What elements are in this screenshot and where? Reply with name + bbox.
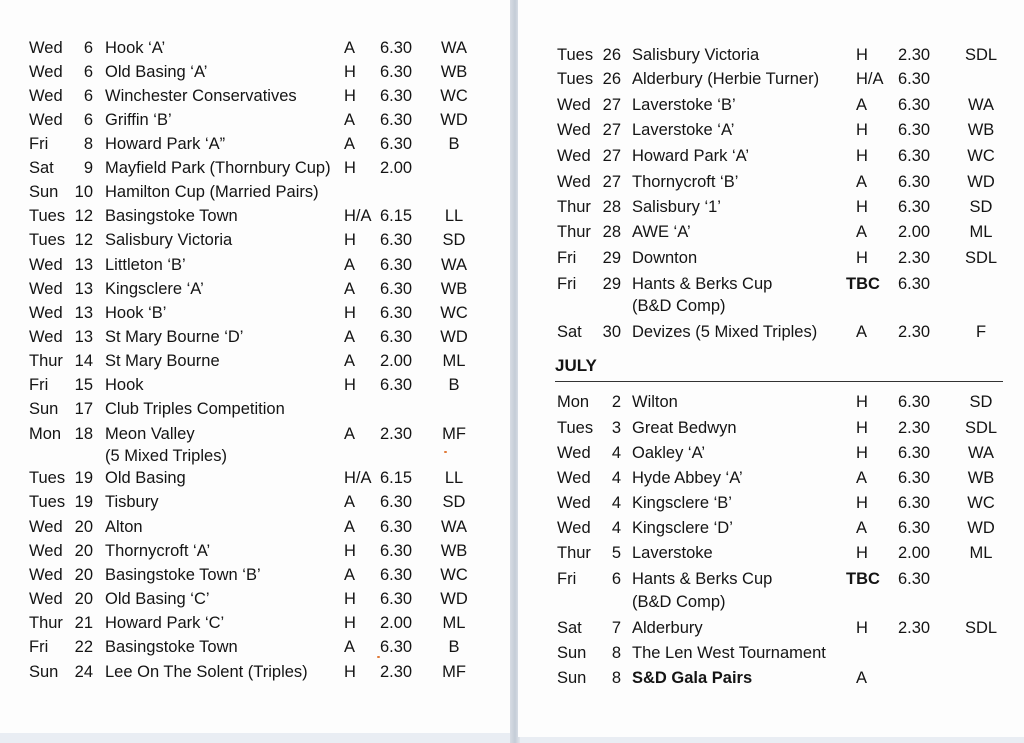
fixture-day: Wed: [29, 63, 63, 81]
fixture-ha: H: [856, 393, 868, 411]
fixture-team: ML: [969, 223, 993, 241]
fixture-opponent: Kingsclere ‘B’: [632, 494, 732, 512]
fixture-day: Tues: [557, 419, 594, 437]
fixture-ha: H: [344, 304, 356, 322]
fixture-opponent: Alton: [105, 518, 143, 536]
fixture-team: F: [975, 323, 987, 341]
fixture-date: 13: [74, 256, 93, 274]
fixture-ha: A: [344, 518, 356, 536]
fixture-day: Sat: [29, 159, 54, 177]
fixture-time: 2.30: [898, 323, 931, 341]
fixture-day: Thur: [29, 614, 63, 632]
fixture-opponent: Wilton: [632, 393, 678, 411]
fixture-date: 13: [74, 280, 93, 298]
fixture-day: Wed: [557, 469, 591, 487]
fixture-date: 14: [74, 352, 93, 370]
fixture-opponent: Littleton ‘B’: [105, 256, 186, 274]
fixture-note: (5 Mixed Triples): [105, 447, 227, 465]
fixture-day: Wed: [557, 173, 591, 191]
fixture-opponent: Laverstoke ‘A’: [632, 121, 735, 139]
fixture-time: 6.30: [898, 393, 931, 411]
fixture-day: Mon: [29, 425, 62, 443]
fixture-day: Sun: [29, 400, 59, 418]
fixture-opponent: Hamilton Cup (Married Pairs): [105, 183, 319, 201]
fixture-day: Wed: [557, 147, 591, 165]
fixture-time: 6.30: [898, 469, 931, 487]
fixture-ha: H: [344, 542, 356, 560]
fixture-day: Wed: [557, 519, 591, 537]
fixture-ha: A: [856, 223, 868, 241]
fixture-ha: H: [344, 614, 356, 632]
fixture-team: WC: [440, 566, 468, 584]
fixture-opponent: Devizes (5 Mixed Triples): [632, 323, 818, 341]
fixture-day: Wed: [29, 87, 63, 105]
fixture-ha: H/A: [856, 70, 884, 88]
fixture-opponent: Hants & Berks Cup: [632, 570, 773, 588]
fixture-ha: H: [856, 619, 868, 637]
fixture-day: Wed: [29, 542, 63, 560]
fixture-date: 20: [74, 566, 93, 584]
fixture-time: 2.00: [380, 352, 413, 370]
fixture-day: Wed: [29, 566, 63, 584]
fixture-time: 6.30: [380, 304, 413, 322]
fixture-team: SDL: [964, 419, 998, 437]
fixture-date: 19: [74, 493, 93, 511]
fixture-team: SD: [969, 198, 993, 216]
fixture-time: 2.00: [898, 544, 931, 562]
fixture-day: Tues: [29, 469, 66, 487]
fixture-time: 6.15: [380, 469, 413, 487]
fixture-day: Sun: [29, 663, 59, 681]
fixture-team: WB: [440, 63, 468, 81]
fixture-team: WC: [967, 494, 995, 512]
fixture-ha: A: [344, 493, 356, 511]
fixture-day: Thur: [557, 544, 591, 562]
fixture-time: 2.00: [898, 223, 931, 241]
fixture-date: 21: [74, 614, 93, 632]
fixture-date: 13: [74, 328, 93, 346]
fixture-date: 28: [602, 223, 621, 241]
fixture-opponent: Thornycroft ‘A’: [105, 542, 211, 560]
fixture-team: WD: [440, 590, 468, 608]
fixture-day: Sun: [557, 644, 587, 662]
fixture-time: 6.30: [898, 147, 931, 165]
fixture-date: 7: [611, 619, 621, 637]
fixture-day: Tues: [29, 207, 66, 225]
fixture-team: WD: [440, 328, 468, 346]
fixture-opponent: Club Triples Competition: [105, 400, 285, 418]
fixture-ha: A: [344, 352, 356, 370]
fixture-time: 6.30: [380, 493, 413, 511]
fixture-date: 27: [602, 173, 621, 191]
fixture-ha: A: [344, 135, 356, 153]
fixture-team: SDL: [964, 249, 998, 267]
fixture-opponent: Alderbury: [632, 619, 703, 637]
fixture-day: Sat: [557, 323, 582, 341]
fixture-time: 6.30: [380, 280, 413, 298]
fixture-team: SDL: [964, 46, 998, 64]
fixture-date: 3: [611, 419, 621, 437]
fixture-opponent: Alderbury (Herbie Turner): [632, 70, 820, 88]
fixture-date: 29: [602, 249, 621, 267]
fixture-time: 6.30: [380, 376, 413, 394]
fixture-day: Fri: [557, 275, 577, 293]
fixture-day: Mon: [557, 393, 590, 411]
fixture-opponent: Winchester Conservatives: [105, 87, 297, 105]
fixture-opponent: Downton: [632, 249, 698, 267]
fixture-day: Wed: [557, 444, 591, 462]
fixture-opponent: Kingsclere ‘D’: [632, 519, 733, 537]
fixture-opponent: Basingstoke Town ‘B’: [105, 566, 261, 584]
fixture-time: 6.30: [380, 39, 413, 57]
fixture-time: 6.30: [380, 231, 413, 249]
fixture-team: WD: [440, 111, 468, 129]
fixture-date: 30: [602, 323, 621, 341]
print-fleck: [377, 656, 380, 658]
fixture-ha: A: [856, 469, 868, 487]
fixture-time: 6.30: [380, 590, 413, 608]
fixture-ha: H: [344, 87, 356, 105]
fixture-day: Tues: [557, 70, 594, 88]
fixture-ha: H: [344, 63, 356, 81]
fixture-ha: TBC: [846, 275, 880, 293]
fixture-date: 2: [611, 393, 621, 411]
month-heading: JULY: [555, 356, 597, 375]
fixture-team: MF: [442, 425, 466, 443]
fixture-date: 19: [74, 469, 93, 487]
fixture-note: (B&D Comp): [632, 593, 726, 611]
fixture-date: 5: [611, 544, 621, 562]
fixture-day: Tues: [557, 46, 594, 64]
fixture-ha: A: [856, 669, 868, 687]
fixture-day: Wed: [29, 304, 63, 322]
fixture-opponent: Salisbury Victoria: [105, 231, 233, 249]
fixture-opponent: St Mary Bourne ‘D’: [105, 328, 244, 346]
fixture-ha: A: [856, 96, 868, 114]
fixture-team: WB: [967, 469, 995, 487]
fixture-date: 12: [74, 231, 93, 249]
fixture-team: WA: [968, 96, 994, 114]
fixture-team: WB: [440, 542, 468, 560]
fixture-date: 27: [602, 96, 621, 114]
fixture-ha: A: [344, 280, 356, 298]
fixture-date: 8: [83, 135, 93, 153]
fixture-time: 2.30: [898, 419, 931, 437]
fixture-date: 27: [602, 147, 621, 165]
fixture-date: 18: [74, 425, 93, 443]
fixture-opponent: Howard Park ‘A’: [632, 147, 750, 165]
fixture-opponent: Laverstoke ‘B’: [632, 96, 736, 114]
fixture-date: 4: [611, 519, 621, 537]
fixture-ha: A: [344, 328, 356, 346]
fixture-time: 6.30: [380, 63, 413, 81]
fixture-ha: A: [344, 39, 356, 57]
fixture-opponent: Tisbury: [105, 493, 159, 511]
fixture-time: 6.30: [898, 494, 931, 512]
fixture-day: Fri: [29, 135, 49, 153]
fixture-opponent: Hants & Berks Cup: [632, 275, 773, 293]
fixture-time: 6.30: [898, 173, 931, 191]
fixture-time: 6.30: [898, 121, 931, 139]
fixture-time: 2.00: [380, 614, 413, 632]
fixture-time: 6.30: [898, 275, 931, 293]
fixture-opponent: Old Basing ‘A’: [105, 63, 208, 81]
fixture-ha: TBC: [846, 570, 880, 588]
fixture-opponent: Howard Park ‘A”: [105, 135, 226, 153]
fixture-date: 8: [611, 669, 621, 687]
fixture-ha: H: [344, 663, 356, 681]
fixture-ha: H: [856, 444, 868, 462]
fixture-day: Wed: [557, 494, 591, 512]
fixture-ha: H: [856, 147, 868, 165]
fixture-ha: H/A: [344, 469, 372, 487]
fixture-day: Wed: [29, 518, 63, 536]
fixture-ha: H: [856, 544, 868, 562]
fixture-ha: A: [344, 638, 356, 656]
fixture-date: 17: [74, 400, 93, 418]
fixture-time: 6.30: [380, 328, 413, 346]
fixture-ha: H: [344, 159, 356, 177]
fixture-day: Wed: [29, 39, 63, 57]
fixture-date: 20: [74, 542, 93, 560]
fixture-time: 6.30: [898, 198, 931, 216]
fixture-note: (B&D Comp): [632, 297, 726, 315]
fixture-team: WC: [440, 87, 468, 105]
fixture-team: SD: [442, 231, 466, 249]
fixture-ha: H: [856, 494, 868, 512]
fixture-day: Tues: [29, 231, 66, 249]
fixture-ha: A: [344, 425, 356, 443]
fixture-date: 10: [74, 183, 93, 201]
fixture-opponent: Salisbury Victoria: [632, 46, 760, 64]
fixture-date: 13: [74, 304, 93, 322]
fixture-opponent: Laverstoke: [632, 544, 713, 562]
fixture-time: 6.30: [380, 638, 413, 656]
fixture-date: 8: [611, 644, 621, 662]
fixture-team: WA: [441, 256, 467, 274]
fixture-time: 2.30: [380, 663, 413, 681]
fixture-date: 6: [611, 570, 621, 588]
fixture-date: 15: [74, 376, 93, 394]
fixture-team: LL: [444, 469, 464, 487]
fixture-ha: H: [344, 376, 356, 394]
fixture-team: WC: [967, 147, 995, 165]
fixture-time: 6.30: [380, 135, 413, 153]
fixture-day: Sun: [29, 183, 59, 201]
fixture-date: 29: [602, 275, 621, 293]
fixture-opponent: Hook ‘A’: [105, 39, 166, 57]
fixture-day: Wed: [557, 96, 591, 114]
fixture-date: 28: [602, 198, 621, 216]
fixture-opponent: Oakley ‘A’: [632, 444, 706, 462]
fixture-ha: H/A: [344, 207, 372, 225]
fixture-day: Wed: [557, 121, 591, 139]
fixture-opponent: Hook ‘B’: [105, 304, 167, 322]
fixture-date: 6: [83, 87, 93, 105]
fixture-day: Thur: [557, 198, 591, 216]
fixture-team: WD: [967, 173, 995, 191]
fixture-day: Fri: [29, 638, 49, 656]
fixture-time: 6.30: [898, 570, 931, 588]
fixture-time: 6.30: [380, 542, 413, 560]
fixture-ha: A: [344, 566, 356, 584]
fixture-day: Sat: [557, 619, 582, 637]
fixture-team: SDL: [964, 619, 998, 637]
fixture-team: ML: [969, 544, 993, 562]
fixture-date: 20: [74, 518, 93, 536]
fixture-opponent: Old Basing: [105, 469, 186, 487]
fixture-team: SD: [969, 393, 993, 411]
fixture-opponent: Kingsclere ‘A’: [105, 280, 204, 298]
fixture-team: LL: [444, 207, 464, 225]
fixture-team: MF: [442, 663, 466, 681]
fixture-opponent: AWE ‘A’: [632, 223, 691, 241]
fixture-team: WC: [440, 304, 468, 322]
fixture-opponent: Basingstoke Town: [105, 207, 238, 225]
fixture-time: 2.30: [898, 249, 931, 267]
fixture-ha: A: [344, 111, 356, 129]
fixture-time: 2.30: [898, 619, 931, 637]
fixture-team: WB: [440, 280, 468, 298]
fixture-opponent: Mayfield Park (Thornbury Cup): [105, 159, 331, 177]
right-page: [518, 0, 1024, 737]
fixture-ha: H: [344, 231, 356, 249]
fixture-time: 6.30: [380, 87, 413, 105]
fixture-time: 6.30: [380, 518, 413, 536]
fixture-team: B: [448, 638, 460, 656]
fixture-day: Wed: [29, 256, 63, 274]
fixture-day: Wed: [29, 590, 63, 608]
fixture-date: 4: [611, 444, 621, 462]
fixture-date: 6: [83, 63, 93, 81]
fixture-date: 24: [74, 663, 93, 681]
fixture-team: B: [448, 376, 460, 394]
fixture-team: WB: [967, 121, 995, 139]
fixture-date: 6: [83, 39, 93, 57]
fixture-date: 26: [602, 70, 621, 88]
fixture-time: 2.30: [898, 46, 931, 64]
fixture-time: 6.30: [898, 519, 931, 537]
fixture-opponent: Old Basing ‘C’: [105, 590, 210, 608]
fixture-ha: H: [344, 590, 356, 608]
fixture-date: 4: [611, 494, 621, 512]
fixture-team: ML: [442, 614, 466, 632]
fixture-opponent: Meon Valley: [105, 425, 195, 443]
fixture-time: 6.15: [380, 207, 413, 225]
fixture-time: 6.30: [898, 70, 931, 88]
fixture-day: Wed: [29, 280, 63, 298]
fixture-team: WA: [441, 39, 467, 57]
fixture-ha: H: [856, 249, 868, 267]
fixture-date: 4: [611, 469, 621, 487]
fixture-date: 6: [83, 111, 93, 129]
fixture-opponent: Howard Park ‘C’: [105, 614, 225, 632]
fixture-opponent: Salisbury ‘1’: [632, 198, 721, 216]
fixture-time: 6.30: [898, 96, 931, 114]
fixture-opponent: Griffin ‘B’: [105, 111, 172, 129]
fixture-ha: H: [856, 198, 868, 216]
fixture-ha: A: [856, 323, 868, 341]
fixture-opponent: Thornycroft ‘B’: [632, 173, 739, 191]
fixture-date: 9: [83, 159, 93, 177]
left-page: [0, 0, 512, 733]
fixture-opponent: Great Bedwyn: [632, 419, 737, 437]
fixture-day: Thur: [557, 223, 591, 241]
fixture-date: 27: [602, 121, 621, 139]
fixture-time: 2.30: [380, 425, 413, 443]
fixture-team: WA: [968, 444, 994, 462]
fixture-day: Wed: [29, 328, 63, 346]
fixture-day: Fri: [557, 249, 577, 267]
fixture-day: Tues: [29, 493, 66, 511]
fixture-day: Wed: [29, 111, 63, 129]
fixture-opponent: The Len West Tournament: [632, 644, 826, 662]
fixture-team: ML: [442, 352, 466, 370]
fixture-time: 6.30: [380, 111, 413, 129]
fixture-ha: A: [856, 173, 868, 191]
fixture-date: 26: [602, 46, 621, 64]
fixture-time: 6.30: [898, 444, 931, 462]
month-divider: [555, 381, 1003, 382]
fixture-opponent: St Mary Bourne: [105, 352, 220, 370]
fixture-opponent: Lee On The Solent (Triples): [105, 663, 308, 681]
fixture-day: Thur: [29, 352, 63, 370]
fixture-opponent: Basingstoke Town: [105, 638, 238, 656]
fixture-ha: H: [856, 121, 868, 139]
fixture-ha: A: [344, 256, 356, 274]
fixture-day: Fri: [557, 570, 577, 588]
fixture-ha: A: [856, 519, 868, 537]
fixture-date: 12: [74, 207, 93, 225]
fixture-date: 22: [74, 638, 93, 656]
fixture-ha: H: [856, 46, 868, 64]
fixture-opponent: Hook: [105, 376, 144, 394]
fixture-team: B: [448, 135, 460, 153]
fixture-date: 20: [74, 590, 93, 608]
fixture-time: 6.30: [380, 566, 413, 584]
print-fleck: [444, 451, 447, 453]
fixture-team: WA: [441, 518, 467, 536]
fixture-day: Fri: [29, 376, 49, 394]
fixture-opponent: S&D Gala Pairs: [632, 669, 753, 687]
fixture-team: WD: [967, 519, 995, 537]
fixture-opponent: Hyde Abbey ‘A’: [632, 469, 743, 487]
fixture-day: Sun: [557, 669, 587, 687]
fixture-time: 6.30: [380, 256, 413, 274]
fixture-time: 2.00: [380, 159, 413, 177]
fixture-team: SD: [442, 493, 466, 511]
fixture-ha: H: [856, 419, 868, 437]
